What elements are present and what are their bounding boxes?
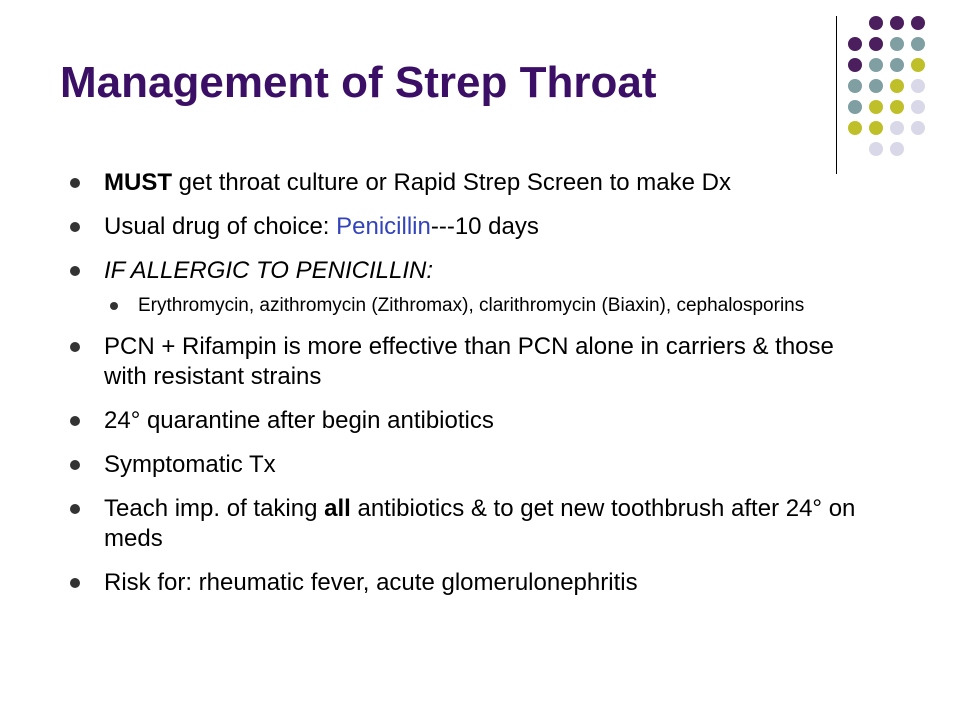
decoration-dot bbox=[890, 100, 904, 114]
sub-bullet-item: Erythromycin, azithromycin (Zithromax), clarithromycin (Biaxin), cephalosporins bbox=[104, 294, 864, 318]
decoration-dot bbox=[890, 121, 904, 135]
decoration-dot bbox=[911, 37, 925, 51]
decoration-dot bbox=[848, 37, 862, 51]
bullet-text: get throat culture or Rapid Strep Screen to make Dx bbox=[172, 169, 731, 196]
decoration-dot bbox=[890, 16, 904, 30]
bullet-text: Symptomatic Tx bbox=[104, 451, 276, 478]
bullet-text: Usual drug of choice: bbox=[104, 213, 337, 240]
decoration-dot bbox=[869, 58, 883, 72]
decoration-dot bbox=[869, 100, 883, 114]
decoration-dot bbox=[848, 58, 862, 72]
bullet-tail: antibiotics & to get new toothbrush after 24° on meds bbox=[104, 495, 856, 552]
bullet-item bbox=[64, 568, 864, 598]
decoration-dot bbox=[890, 37, 904, 51]
decoration-dot bbox=[848, 79, 862, 93]
bullet-bold: all bbox=[324, 495, 351, 522]
decoration-dot bbox=[848, 121, 862, 135]
bullet-item bbox=[64, 406, 864, 436]
bullet-item bbox=[64, 168, 864, 198]
bullet-item bbox=[64, 450, 864, 480]
bullet-text: PCN + Rifampin is more effective than PCN alone in carriers & those with resistant strains bbox=[104, 333, 834, 390]
bullet-item bbox=[64, 332, 864, 392]
bullet-text: IF ALLERGIC TO PENICILLIN: bbox=[104, 257, 433, 284]
decoration-dot bbox=[848, 100, 862, 114]
decoration-dot bbox=[890, 79, 904, 93]
bullet-item bbox=[64, 256, 864, 318]
decoration-dot bbox=[869, 16, 883, 30]
decoration-dot bbox=[890, 58, 904, 72]
decoration-dot bbox=[869, 121, 883, 135]
bullet-text: Risk for: rheumatic fever, acute glomerulonephritis bbox=[104, 569, 638, 596]
decoration-dot bbox=[911, 79, 925, 93]
decoration-dot bbox=[911, 58, 925, 72]
decoration-dot bbox=[890, 142, 904, 156]
bullet-text: Teach imp. of taking bbox=[104, 495, 325, 522]
decoration-dot bbox=[869, 37, 883, 51]
decoration-dot bbox=[911, 16, 925, 30]
divider-line bbox=[836, 16, 837, 174]
decoration-dot bbox=[911, 121, 925, 135]
bullet-tail: ---10 days bbox=[430, 213, 539, 240]
bullet-list bbox=[64, 168, 864, 612]
decoration-dot bbox=[869, 142, 883, 156]
sub-bullet-list bbox=[104, 294, 864, 318]
decoration-dot bbox=[869, 79, 883, 93]
bullet-item bbox=[64, 212, 864, 242]
bullet-highlight: Penicillin bbox=[336, 213, 431, 240]
bullet-item bbox=[64, 494, 864, 554]
decoration-dot bbox=[911, 100, 925, 114]
bullet-text: 24° quarantine after begin antibiotics bbox=[104, 407, 494, 434]
slide-title: Management of Strep Throat bbox=[60, 58, 657, 107]
bullet-bold: MUST bbox=[104, 169, 172, 196]
